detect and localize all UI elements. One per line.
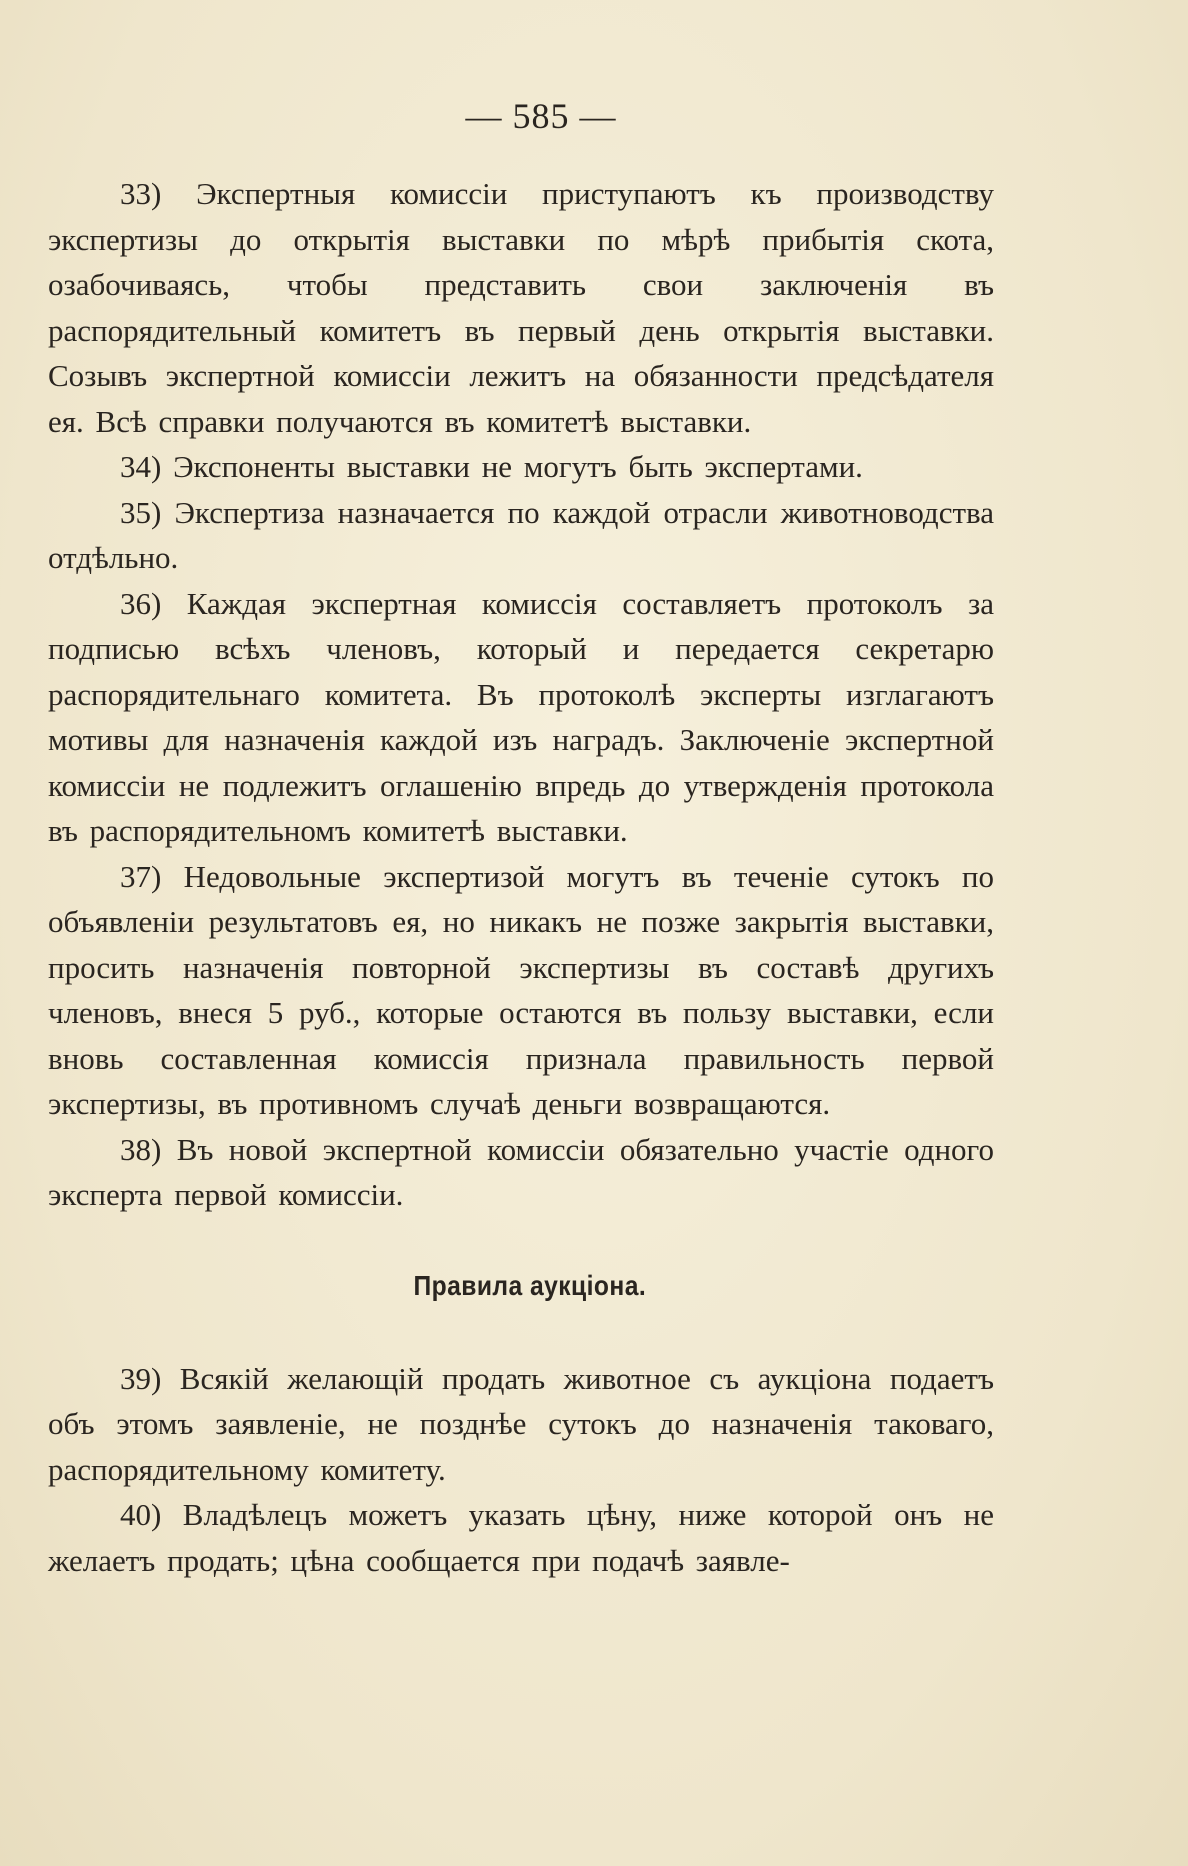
paragraph-37: 37) Недовольные экспертизой могутъ въ теченіе сутокъ по объявленіи результатовъ ея, но никакъ не позже закрытія выставки, просить назначенія повторной экспертизы въ составѣ другихъ членовъ, внеся 5 руб., которые остаются въ пользу выставки, если вновь составленная комиссія признала правильность первой экспертизы, въ противномъ случаѣ деньги возвращаются.: [48, 858, 994, 1121]
paragraph-34: 34) Экспоненты выставки не могутъ быть экспертами.: [120, 449, 863, 484]
body-text: [48, 171, 994, 1583]
section-heading: Правила аукціона.: [413, 1269, 647, 1301]
paragraph-40: 40) Владѣлецъ можетъ указать цѣну, ниже которой онъ не желаетъ продать; цѣна сообщается при подачѣ заявле-: [48, 1497, 994, 1578]
paragraph-35: 35) Экспертиза назначается по каждой отрасли животноводства отдѣльно.: [48, 494, 994, 575]
page-number: — 585 —: [465, 96, 617, 136]
paragraph-38: 38) Въ новой экспертной комиссіи обязательно участіе одного эксперта первой комиссіи.: [48, 1131, 994, 1212]
paragraph-39: 39) Всякій желающій продать животное съ аукціона подаетъ объ этомъ заявленіе, не позднѣе сутокъ до назначенія таковаго, распорядительному комитету.: [48, 1360, 994, 1487]
book-page: [48, 95, 994, 1583]
paragraph-36: 36) Каждая экспертная комиссія составляетъ протоколъ за подписью всѣхъ членовъ, который и передается секретарю распорядительнаго комитета. Въ протоколѣ эксперты изглагаютъ мотивы для назначенія каждой изъ наградъ. Заключеніе экспертной комиссіи не подлежитъ оглашенію впредь до утвержденія протокола въ распорядительномъ комитетѣ выставки.: [48, 585, 994, 848]
paragraph-33: 33) Экспертныя комиссіи приступаютъ къ производству экспертизы до открытія выставки по мѣрѣ прибытія скота, озабочиваясь, чтобы представить свои заключенія въ распорядительный комитетъ въ первый день открытія выставки. Созывъ экспертной комиссіи лежитъ на обязанности предсѣдателя ея. Всѣ справки получаются въ комитетѣ выставки.: [48, 176, 994, 439]
